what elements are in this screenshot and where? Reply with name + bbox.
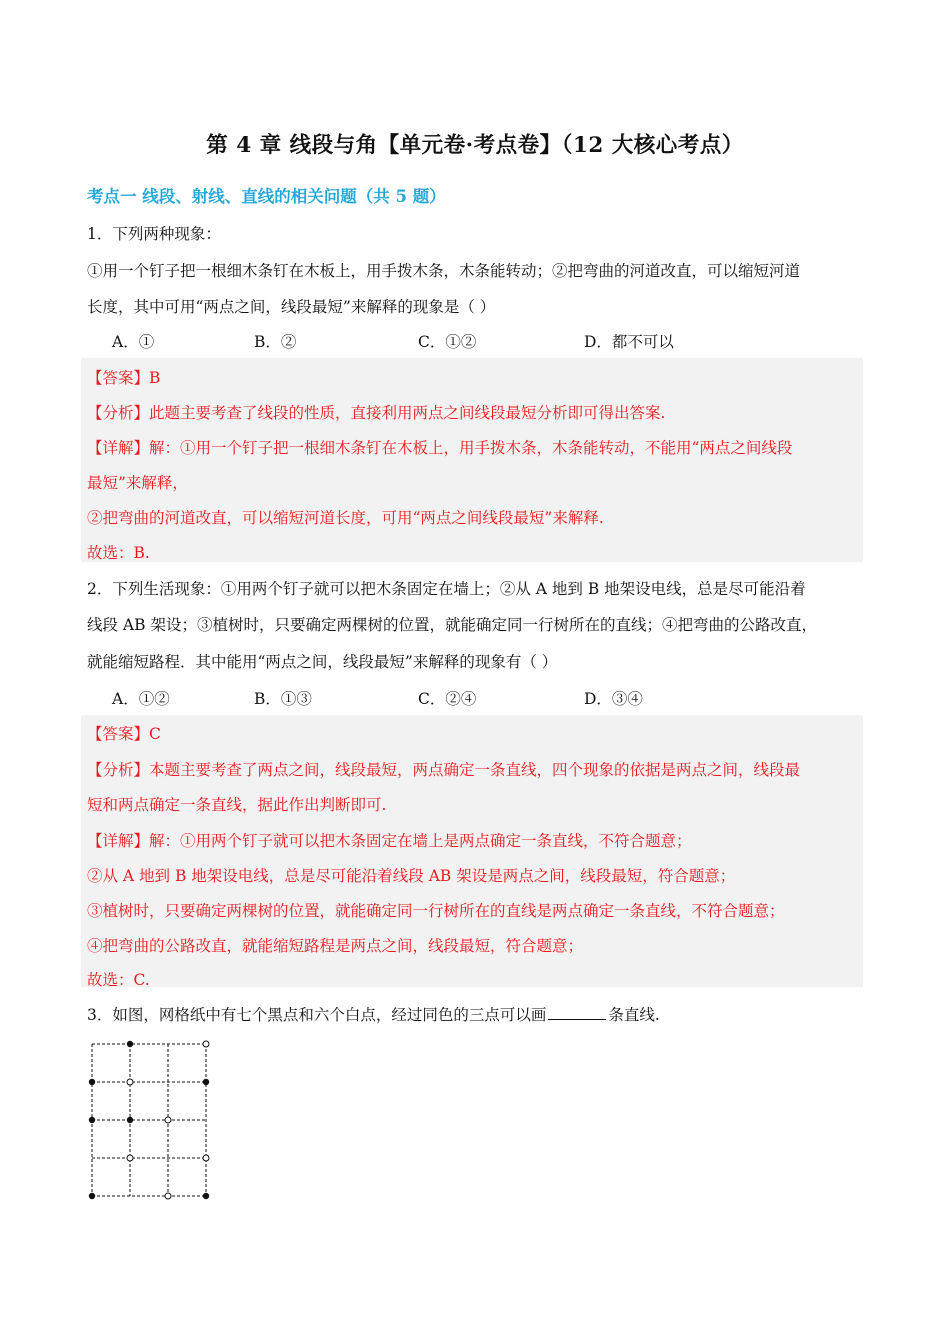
- q1-option-c: C．①②: [418, 333, 477, 351]
- q2-option-d: D．③④: [584, 690, 643, 708]
- q1-option-a: A．①: [112, 333, 155, 351]
- q2-option-b: B．①③: [254, 690, 312, 708]
- white-dot: [203, 1155, 209, 1161]
- q1-text: ①用一个钉子把一根细木条钉在木板上，用手拨木条，木条能转动；②把弯曲的河道改直，可以缩短河道: [87, 262, 801, 280]
- q2-option-c: C．②④: [418, 690, 477, 708]
- q2-stem: 2．下列生活现象：①用两个钉子就可以把木条固定在墙上；②从 A 地到 B 地架设电线，总是尽可能沿着: [87, 580, 806, 598]
- page-title: 第 4 章 线段与角【单元卷·考点卷】（12 大核心考点）: [206, 133, 744, 158]
- q1-answer: 【答案】B: [87, 369, 161, 387]
- q1-analysis: 【分析】此题主要考查了线段的性质，直接利用两点之间线段最短分析即可得出答案.: [87, 404, 666, 422]
- q1-text: 长度，其中可用“两点之间，线段最短”来解释的现象是（ ）: [87, 298, 496, 316]
- white-dot: [203, 1041, 209, 1047]
- dot-grid-figure: [88, 1040, 212, 1202]
- q3-text-end: 条直线.: [608, 1006, 660, 1024]
- q3-stem: [87, 1003, 660, 1025]
- q1-solution-box: [81, 358, 863, 562]
- white-dot: [165, 1193, 171, 1199]
- black-dot: [89, 1079, 95, 1085]
- q2-text: 就能缩短路程．其中能用“两点之间，线段最短”来解释的现象有（ ）: [87, 653, 558, 671]
- q2-detail: ④把弯曲的公路改直，就能缩短路程是两点之间，线段最短，符合题意；: [87, 937, 584, 955]
- q1-option-d: D．都不可以: [584, 333, 674, 351]
- q2-detail: ③植树时，只要确定两棵树的位置，就能确定同一行树所在的直线是两点确定一条直线，不符合题意；: [87, 902, 785, 920]
- q2-answer: 【答案】C: [87, 725, 161, 743]
- section-heading: 考点一 线段、射线、直线的相关问题（共 5 题）: [87, 187, 446, 206]
- q1-detail: 【详解】解：①用一个钉子把一根细木条钉在木板上，用手拨木条，木条能转动，不能用“两点之间线段: [87, 439, 793, 457]
- black-dot: [89, 1117, 95, 1123]
- q1-stem: 1．下列两种现象：: [87, 225, 221, 243]
- black-dot: [89, 1193, 95, 1199]
- q2-option-a: A．①②: [112, 690, 170, 708]
- q1-conclusion: 故选：B.: [87, 544, 150, 562]
- black-dot: [203, 1079, 209, 1085]
- q2-analysis: 短和两点确定一条直线，据此作出判断即可.: [87, 796, 387, 814]
- answer-blank[interactable]: [548, 1005, 606, 1020]
- q2-detail: 【详解】解：①用两个钉子就可以把木条固定在墙上是两点确定一条直线，不符合题意；: [87, 832, 692, 850]
- q1-detail: 最短”来解释，: [87, 474, 188, 492]
- black-dot: [127, 1117, 133, 1123]
- white-dot: [127, 1155, 133, 1161]
- white-dot: [127, 1079, 133, 1085]
- q2-analysis: 【分析】本题主要考查了两点之间，线段最短，两点确定一条直线，四个现象的依据是两点之间，线段最: [87, 761, 801, 779]
- q2-text: 线段 AB 架设；③植树时，只要确定两棵树的位置，就能确定同一行树所在的直线；④把弯曲的公路改直，: [87, 616, 817, 634]
- q2-conclusion: 故选：C.: [87, 971, 150, 989]
- black-dot: [127, 1041, 133, 1047]
- black-dot: [203, 1193, 209, 1199]
- white-dot: [165, 1117, 171, 1123]
- q3-text: 3．如图，网格纸中有七个黑点和六个白点，经过同色的三点可以画: [87, 1006, 547, 1024]
- q1-detail: ②把弯曲的河道改直，可以缩短河道长度，可用“两点之间线段最短”来解释.: [87, 509, 604, 527]
- q1-option-b: B．②: [254, 333, 297, 351]
- q2-detail: ②从 A 地到 B 地架设电线，总是尽可能沿着线段 AB 架设是两点之间，线段最短，符合题意；: [87, 867, 736, 885]
